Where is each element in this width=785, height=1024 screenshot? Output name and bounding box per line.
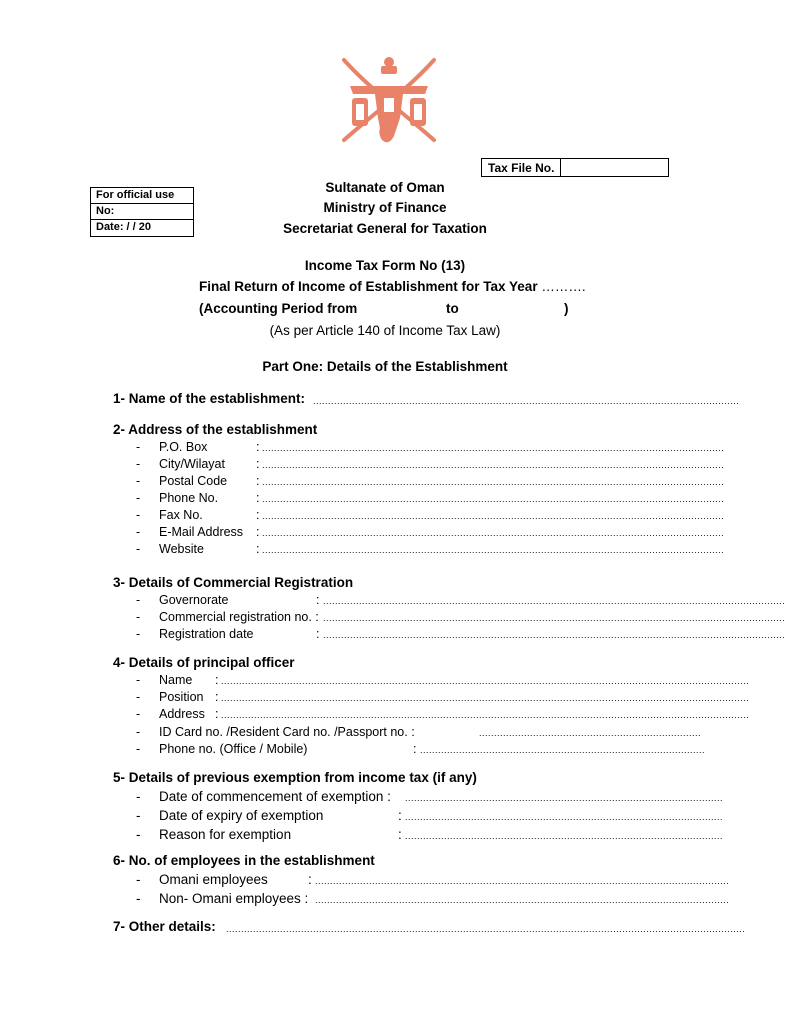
article-reference: (As per Article 140 of Income Tax Law) bbox=[269, 323, 501, 338]
section-1-label: 1- Name of the establishment: bbox=[113, 391, 306, 406]
email-field[interactable]: .......................................................................................................................................................... bbox=[262, 528, 725, 538]
part-one-heading: Part One: Details of the Establishment bbox=[262, 359, 508, 374]
section-4-heading: 4- Details of principal officer bbox=[113, 655, 295, 670]
official-use-label: For official use bbox=[91, 188, 193, 204]
id-card-label: ID Card no. /Resident Card no. /Passport no. : bbox=[159, 725, 415, 739]
website-field[interactable]: .......................................................................................................................................................... bbox=[262, 545, 725, 555]
exemption-reason-field[interactable]: .......................................................................................................... bbox=[405, 831, 724, 841]
officer-name-label: Name bbox=[159, 673, 193, 687]
officer-name-row: - Name : ................................................................................................................................................................................ bbox=[136, 673, 750, 687]
exemption-expiry-field[interactable]: .......................................................................................................... bbox=[405, 812, 724, 822]
oman-emblem-logo bbox=[330, 48, 448, 156]
cr-number-row: - Commercial registration no. : .......................................................................................................................................................... bbox=[136, 610, 785, 624]
registration-date-field[interactable]: .......................................................................................................................................................... bbox=[323, 630, 785, 640]
officer-address-field[interactable]: ................................................................................................................................................................................ bbox=[221, 710, 750, 720]
accounting-close-paren: ) bbox=[564, 301, 569, 316]
exemption-reason-label: Reason for exemption bbox=[159, 827, 292, 842]
section-2-heading: 2- Address of the establishment bbox=[113, 422, 318, 437]
po-box-row: - P.O. Box : .......................................................................................................................................................... bbox=[136, 440, 725, 454]
id-card-row: - ID Card no. /Resident Card no. /Passport no. : .......................................................................... bbox=[136, 725, 702, 739]
city-field[interactable]: .......................................................................................................................................................... bbox=[262, 460, 725, 470]
form-number-title: Income Tax Form No (13) bbox=[304, 258, 466, 273]
governorate-label: Governorate bbox=[159, 593, 229, 607]
phone-label: Phone No. bbox=[159, 491, 219, 505]
header-secretariat: Secretariat General for Taxation bbox=[283, 221, 487, 236]
cr-number-field[interactable]: .......................................................................................................................................................... bbox=[323, 613, 785, 623]
section-6-heading: 6- No. of employees in the establishment bbox=[113, 853, 375, 868]
officer-address-row: - Address : ................................................................................................................................................................................ bbox=[136, 707, 750, 721]
final-return-title bbox=[199, 279, 586, 294]
official-no-field[interactable]: No: bbox=[91, 204, 193, 220]
phone-row: - Phone No. : .......................................................................................................................................................... bbox=[136, 491, 725, 505]
postal-code-row: - Postal Code : .......................................................................................................................................................... bbox=[136, 474, 725, 488]
officer-phone-row: - Phone no. (Office / Mobile) : ............................................................................................... bbox=[136, 742, 706, 756]
tax-file-input[interactable] bbox=[561, 159, 668, 176]
phone-field[interactable]: .......................................................................................................................................................... bbox=[262, 494, 725, 504]
establishment-name-field[interactable]: .............................................................................................................................................. bbox=[313, 396, 740, 406]
website-row: - Website : .......................................................................................................................................................... bbox=[136, 542, 725, 556]
exemption-expiry-label: Date of expiry of exemption bbox=[159, 808, 324, 823]
po-box-label: P.O. Box bbox=[159, 440, 208, 454]
city-row: - City/Wilayat : .......................................................................................................................................................... bbox=[136, 457, 725, 471]
accounting-to-label: to bbox=[446, 301, 459, 316]
exemption-reason-row: - Reason for exemption : .......................................................................................................... bbox=[136, 827, 724, 842]
section-1-heading bbox=[113, 391, 305, 406]
accounting-from-label: (Accounting Period from bbox=[199, 301, 358, 316]
postal-code-label: Postal Code bbox=[159, 474, 228, 488]
exemption-start-field[interactable]: .......................................................................................................... bbox=[405, 793, 724, 803]
header-country: Sultanate of Oman bbox=[325, 180, 445, 195]
fax-row: - Fax No. : .......................................................................................................................................................... bbox=[136, 508, 725, 522]
non-omani-employees-row: - Non- Omani employees : .......................................................................................................................................... bbox=[136, 891, 730, 906]
officer-phone-label: Phone no. (Office / Mobile) bbox=[159, 742, 308, 756]
governorate-field[interactable]: .......................................................................................................................................................... bbox=[323, 596, 785, 606]
final-return-text: Final Return of Income of Establishment for Tax Year bbox=[199, 279, 538, 294]
official-date-field[interactable]: Date: / / 20 bbox=[96, 221, 152, 233]
id-card-field[interactable]: .......................................................................... bbox=[479, 728, 702, 738]
fax-label: Fax No. bbox=[159, 508, 203, 522]
po-box-field[interactable]: .......................................................................................................................................................... bbox=[262, 443, 725, 453]
fax-field[interactable]: .......................................................................................................................................................... bbox=[262, 511, 725, 521]
postal-code-field[interactable]: .......................................................................................................................................................... bbox=[262, 477, 725, 487]
registration-date-row: - Registration date : .......................................................................................................................................................... bbox=[136, 627, 785, 641]
cr-number-label: Commercial registration no. : bbox=[159, 610, 319, 624]
omani-employees-row: - Omani employees : .......................................................................................................................................... bbox=[136, 872, 730, 887]
officer-address-label: Address bbox=[159, 707, 205, 721]
section-3-heading: 3- Details of Commercial Registration bbox=[113, 575, 354, 590]
tax-file-box bbox=[481, 158, 669, 177]
header-ministry: Ministry of Finance bbox=[323, 200, 447, 215]
section-7-heading: 7- Other details: bbox=[113, 919, 216, 934]
omani-employees-field[interactable]: .......................................................................................................................................... bbox=[315, 876, 730, 886]
exemption-start-row: - Date of commencement of exemption : .......................................................................................................... bbox=[136, 789, 724, 804]
tax-file-label: Tax File No. bbox=[482, 159, 561, 176]
exemption-start-label: Date of commencement of exemption : bbox=[159, 789, 391, 804]
section-5-heading: 5- Details of previous exemption from income tax (if any) bbox=[113, 770, 477, 785]
governorate-row: - Governorate : .......................................................................................................................................................... bbox=[136, 593, 785, 607]
registration-date-label: Registration date bbox=[159, 627, 254, 641]
email-row: - E-Mail Address : .......................................................................................................................................................... bbox=[136, 525, 725, 539]
exemption-expiry-row: - Date of expiry of exemption : .......................................................................................................... bbox=[136, 808, 724, 823]
website-label: Website bbox=[159, 542, 204, 556]
city-label: City/Wilayat bbox=[159, 457, 225, 471]
tax-year-field[interactable]: ………. bbox=[541, 279, 586, 294]
non-omani-employees-field[interactable]: .......................................................................................................................................... bbox=[315, 895, 730, 905]
other-details-field[interactable]: ............................................................................................................................................................................. bbox=[226, 924, 746, 934]
omani-employees-label: Omani employees bbox=[159, 872, 268, 887]
officer-position-label: Position bbox=[159, 690, 204, 704]
officer-phone-field[interactable]: ............................................................................................... bbox=[420, 745, 706, 755]
email-label: E-Mail Address bbox=[159, 525, 244, 539]
officer-position-field[interactable]: ................................................................................................................................................................................ bbox=[221, 693, 750, 703]
non-omani-employees-label: Non- Omani employees : bbox=[159, 891, 309, 906]
officer-name-field[interactable]: ................................................................................................................................................................................ bbox=[221, 676, 750, 686]
officer-position-row: - Position : ................................................................................................................................................................................ bbox=[136, 690, 750, 704]
